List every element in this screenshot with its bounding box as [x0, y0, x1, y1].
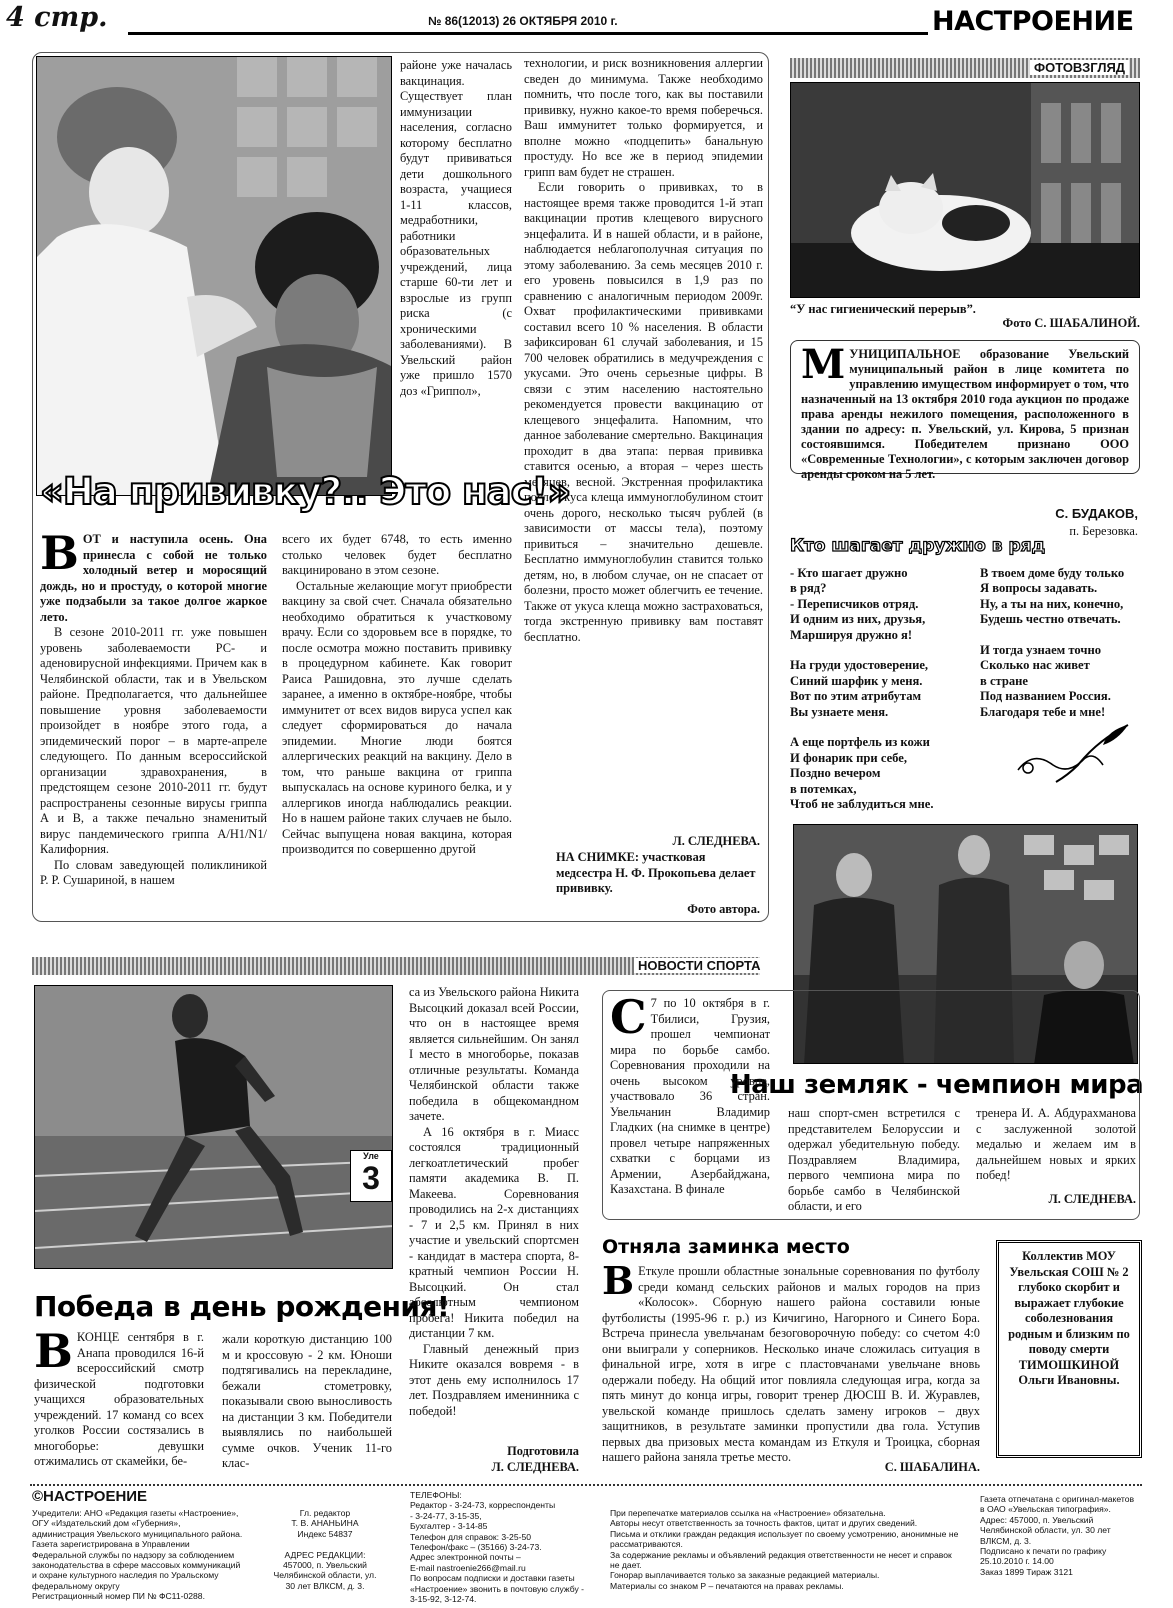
condolence-name: ТИМОШКИНОЙ Ольги Ивановны.	[1018, 1357, 1120, 1387]
vaccine-col-a: районе уже началась вакцинация. Существует план иммунизации населения, согласно которому бесплатно будут прививаться дети дошкольного возраста, учащиеся 1-11 классов, медработники, работники образовательных учреждений, лица старше 60-ти лет и взрослые из групп риска (с хроническими заболеваниями). В Увельский район уже пришло 1570 доз «Гриппол»,	[400, 58, 512, 398]
vaccine-col-b-p2: Если говорить о прививках, то в настоящее время также проводится 1-й этап вакцинации против клещевого вирусного энцефалита. И в нашей области, и в районе, наблюдается неблагополучная ситуация по этому заболеванию. За семь месяцев 2010 г. его уровень повысился в 1,9 раз по сравнению с аналогичным периодом 2009г. Охват профилактическими прививками составил всего 10 % населения. В области зафиксирован 61 случай заболевания, и 15 700 человек обратились в медучреждения с укусами. Это очень серьезные цифры. В связи с этим населению настоятельно рекомендуется провести вакцинацию от клещевого энцефалита. Напомним, что данное заболевание смертельно. Вакцинация проходит в два этапа: первая прививка ставится осенью, а вторая – через шесть месяцев, весной. Экстренная профилактика после укуса клеща иммуноглобулином стоит очень дорого, несколько тысяч рублей (в зависимости от массы тела), поэтому привиться – значительно дешевле. Бесплатно иммуноглобулин ставится только детям, но, в любом случае, он не спасает от болезни, просто может облегчить ее течение. Также от укуса клеща можно застраховаться, тогда экстренную прививку вам поставят бесплатно.	[524, 180, 763, 644]
notice-body	[801, 347, 1129, 482]
poem-place: п. Березовка.	[1069, 524, 1138, 538]
birthday-col-a-text: КОНЦЕ сентября в г. Анапа проводился 16-й всероссийский смотр физической подготовки учащихся образовательных учреждений. 17 команд со всех уголков России состязались в многоборье: девушки отжимались от скамейки, бе-	[34, 1330, 204, 1468]
champion-initial: С	[610, 996, 647, 1044]
vaccine-initial: В	[40, 532, 79, 580]
footer-editor: Гл. редактор Т. В. АНАНЬИНА Индекс 54837 АДРЕС РЕДАКЦИИ: 457000, п. Увельский Челябинской области, ул. 30 лет ВЛКСМ, д. 3.	[273, 1508, 377, 1591]
runner-badge	[350, 1150, 392, 1202]
cat-caption: “У нас гигиенический перерыв”.	[790, 302, 976, 316]
birthday-col-b: жали короткую дистанцию 100 м и кроссовую - 2 км. Юноши подтягивались на перекладине, бежали стометровку, показывали свою выносливость на дистанции 3 км. Победители выявлялись по наибольшей сумме очков. Ученик 11-го клас-	[222, 1332, 392, 1470]
footer-phones: ТЕЛЕФОНЫ: Редактор - 3-24-73, корреспонденты - 3-24-77, 3-15-35, Бухгалтер - 3-14-85 Телефон для справок: 3-25-50 Телефон/факс – (35166) 3-24-73. Адрес электронной почты – E-mail nastroenie266@mail.ru По вопросам подписки и доставки газеты «Настроение» звонить в почтовую службу - 3-15-92, 3-12-74.	[410, 1490, 584, 1605]
champion-intro: 7 по 10 октября в г. Тбилиси, Грузия, прошел чемпионат мира по борьбе самбо. Соревнования проходили на очень высоком уровне, участвовало 36 стран. Увельчанин Владимир Гладких (на снимке в центре) провел четыре напряженных схватки с борцами из Армении, Азербайджана, Казахстана. В финале	[610, 996, 770, 1196]
football-text-block	[602, 1264, 980, 1464]
condolence-text: Коллектив МОУ Увельская СОШ № 2 глубоко скорбит и выражает глубокие соболезнования родным и близким по поводу смерти	[1008, 1249, 1130, 1356]
football-author: С. ШАБАЛИНА.	[884, 1460, 980, 1474]
vaccine-caption	[556, 850, 762, 897]
champion-col-a	[610, 996, 770, 1212]
vaccine-col-c-p2: По словам заведующей поликлиникой Р. Р. Сушариной, в нашем	[40, 857, 267, 887]
birthday-headline: Победа в день рождения!	[34, 1290, 450, 1323]
football-text: Еткуле прошли областные зональные соревнования по футболу среди команд сельских районов и малых городов на приз «Колосок». Сборную нашего района составили юные футболисты (1995-96 г. р.) из Кичигино, Нагорного и Синего Бора. Встреча принесла увельчанам безоговорочную победу: со счетом 4:0 они выиграли у соперников. Несколько иначе сложилась ситуация в финальной игре, хотя в игре с пластовчанами увельчане вновь одержали победу. На общий итог повлияла следующая игра, когда за пять минут до конца игры, говорит тренер ДЮСШ В. И. Журавлев, увельской команде пришлось сделать замену игроков – двух защитников, в результате заминки пропустили два гола. Уступив первых два призовых места командам из Еткуля и Троицка, сборная нашего района заняла третье место.	[602, 1264, 980, 1464]
vaccine-col-d-p1: всего их будет 6748, то есть именно столько человек будет бесплатно вакцинировано в этом сезоне.	[282, 532, 512, 577]
poem-title: Кто шагает дружно в ряд	[790, 536, 1046, 556]
runner-photo-art	[35, 986, 393, 1269]
vaccine-col-c-p1: В сезоне 2010-2011 гг. уже повышен уровень заболеваемости РС- и аденовирусной инфекциями. Причем как в Челябинской области, так и в Увельском районе. Предполагается, что дальнейшее повышение уровня заболеваемости произойдет в ноябре этого года, а эпидемический порог – в марте-апреле следующего. По данным всероссийской организации здравохранения, в предстоящем сезоне 2010-2011 гг. будут распространены сезонные вирусы гриппа А и В, а также печально знаменитый вирус пандемического гриппа А/Н1/N1/Калифорния.	[40, 625, 267, 856]
poem-right: В твоем доме буду только Я вопросы задавать. Ну, а ты на них, конечно, Будешь честно отвечать. И тогда узнаем точно Сколько нас живет в стране Под названием Россия. Благодаря тебе и мне!	[980, 566, 1125, 719]
runner-badge-top: Уле	[363, 1151, 379, 1161]
champion-col-b: наш спорт-смен встретился с представителем Белоруссии и одержал убедительную победу. Поздравляем Владимира, первого чемпиона мира по борьбе самбо в Челябинской области, и его	[788, 1106, 960, 1213]
vaccine-photo-credit: Фото автора.	[687, 902, 760, 916]
birthday-col-a	[34, 1330, 204, 1480]
birthday-initial: В	[34, 1330, 73, 1378]
football-initial: В	[602, 1264, 635, 1303]
notice-box	[790, 340, 1140, 481]
page-number: 4 стр.	[6, 2, 108, 33]
birthday-col-c-p3: Главный денежный приз Никите оказался вовремя - в этот день ему исполнилось 17 лет. Поздравляем именинника с победой!	[409, 1341, 579, 1418]
cat-credit: Фото С. ШАБАЛИНОЙ.	[1002, 316, 1140, 330]
vaccine-author: Л. СЛЕДНЕВА.	[672, 834, 760, 848]
section-title: НАСТРОЕНИЕ	[932, 6, 1134, 37]
condolence-box	[996, 1240, 1142, 1458]
birthday-signature: Подготовила Л. СЛЕДНЕВА.	[491, 1444, 579, 1474]
champion-author: Л. СЛЕДНЕВА.	[1048, 1192, 1136, 1206]
football-headline: Отняла заминка место	[602, 1236, 850, 1258]
vaccine-col-b	[524, 56, 763, 876]
vaccine-caption-text: НА СНИМКЕ: участковая медсестра Н. Ф. Прокопьева делает прививку.	[556, 850, 756, 895]
champion-col-c: тренера И. А. Абдурахманова с заслуженной золотой медалью и желаем им в дальнейшем новых и ярких побед!	[976, 1106, 1136, 1182]
photo-view-label: ФОТОВЗГЛЯД	[1030, 60, 1129, 75]
vaccine-lead: ОТ и наступила осень. Она принесла с собой не только холодный ветер и моросящий дождь, но и простуду, о которой многие уже подзабыли за такое долгое жаркое лето.	[40, 532, 267, 624]
vaccination-photo-art	[37, 57, 392, 496]
birthday-col-c	[409, 985, 579, 1445]
birthday-col-c-p2: А 16 октября в г. Миасс состоялся традиционный легкоатлетический пробег памяти академика В. П. Макеева. Соревнования проводились на 2-х дистанциях - 7 и 2,5 км. Принял в них участие и увельский спортсмен - кандидат в мастера спорта, 8-кратный чемпион России Н. Высоцкий. Он стал абсолютным чемпионом пробега! Никита победил на дистанции 7 км.	[409, 1124, 579, 1340]
vaccination-photo	[36, 56, 392, 496]
vaccine-col-d	[282, 532, 512, 902]
vaccine-col-d-p2: Остальные желающие могут приобрести вакцину за свой счет. Сначала обязательно необходимо обратиться к участковому врачу. Если со здоровьем все в порядке, то после осмотра можно поставить прививку в процедурном кабинете. Как говорит Раиса Рашидовна, это лучше сделать заранее, а именно в октябре-ноябре, чтобы иммунитет от всех видов вируса успел как следует сформироваться до начала эпидемии. Многие люди боятся аллергических реакций на вакцину. Дело в том, что раньше вакцина от гриппа выпускалась на основе куриного белка, и у аллергиков иногда наблюдались реакции. Но в нашем районе таких случаев не было. Сейчас выпущена новая вакцина, которая производится по совершенно другой	[282, 578, 512, 856]
footer-logo: ©НАСТРОЕНИЕ	[32, 1488, 148, 1505]
issue-line: № 86(12013) 26 ОКТЯБРЯ 2010 г.	[428, 14, 618, 28]
vaccine-col-b-p1: технологии, и риск возникновения аллергии сведен до минимума. Также необходимо помнить, что после того, как вы поставили прививку, нужно какое-то время поберечься. Ваш иммунитет только формируется, и вполне можно «подцепить» банальную простуду. Но все же в период эпидемии грипп вам будет не страшен.	[524, 56, 763, 179]
quill-ornament-icon	[1008, 720, 1138, 790]
poem-left: - Кто шагает дружно в ряд? - Переписчиков отряд. И одним из них, друзья, Маршируя дружно я! На груди удостоверение, Синий шарфик у меня. Вот по этим атрибутам Вы узнаете меня. А еще портфель из кожи И фонарик при себе, Поздно вечером в потемках, Чтоб не заблудиться мне.	[790, 566, 934, 812]
vaccine-headline: «На прививку?.. Это нас!»	[40, 470, 571, 513]
cat-photo	[790, 82, 1140, 298]
cat-photo-art	[791, 83, 1140, 298]
sport-news-label: НОВОСТИ СПОРТА	[634, 958, 765, 973]
poem-author: С. БУДАКОВ,	[1055, 506, 1138, 521]
runner-photo	[34, 985, 393, 1269]
footer-print: Газета отпечатана с оригинал-макетов в ОАО «Увельская типография». Адрес: 457000, п. Увельский Челябинской области, ул. 30 лет ВЛКСМ, д. 3. Подписано к печати по графику 25.10.2010 г. 14.00 Заказ 1899 Тираж 3121	[980, 1494, 1135, 1577]
runner-badge-number: 3	[362, 1160, 380, 1196]
vaccine-col-c	[40, 532, 267, 902]
notice-initial: М	[801, 347, 846, 388]
footer-rule	[30, 1484, 1142, 1486]
notice-text: УНИЦИПАЛЬНОЕ образование Увельский муниципальный район в лице комитета по управлению имуществом информирует о том, что назначенный на 13 октября 2010 года аукцион по продаже права аренды нежилого помещения, расположенного в здании по адресу: п. Увельский, ул. Кирова, 5 признан состоявшимся. Победителем признано ООО «Современные Технологии», с которым заключен договор аренды сроком на 5 лет.	[801, 347, 1129, 481]
footer-rules: При перепечатке материалов ссылка на «Настроение» обязательна. Авторы несут ответственность за точность фактов, цитат и других сведений. Письма и отклики граждан редакция использует по своему усмотрению, анонимные не рассматриваются. За содержание рекламы и объявлений редакция ответственности не несет и справок не дает. Гонорар выплачивается только за заказные редакцией материалы. Материалы со знаком Р – печатаются на правах рекламы.	[610, 1508, 959, 1591]
footer-founders: Учредители: АНО «Редакция газеты «Настроение», ОГУ «Издательский дом «Губерния», администрация Увельского муниципального района. Газета зарегистрирована в Управлении Федеральной службы по надзору за соблюдением законодательства в сфере массовых коммуникаций и охране культурного наследия по Уральскому федеральному округу Регистрационный номер ПИ № ФС11-0288.	[32, 1508, 243, 1602]
birthday-col-c-p1: са из Увельского района Никита Высоцкий доказал всей России, что он в настоящее время является сильнейшим. Он занял I место в многоборье, показав отличные результаты. Команда Челябинской области также победила в общекомандном зачете.	[409, 985, 579, 1123]
champion-headline: Наш земляк - чемпион мира	[730, 1070, 1144, 1100]
header-rule	[128, 32, 928, 35]
